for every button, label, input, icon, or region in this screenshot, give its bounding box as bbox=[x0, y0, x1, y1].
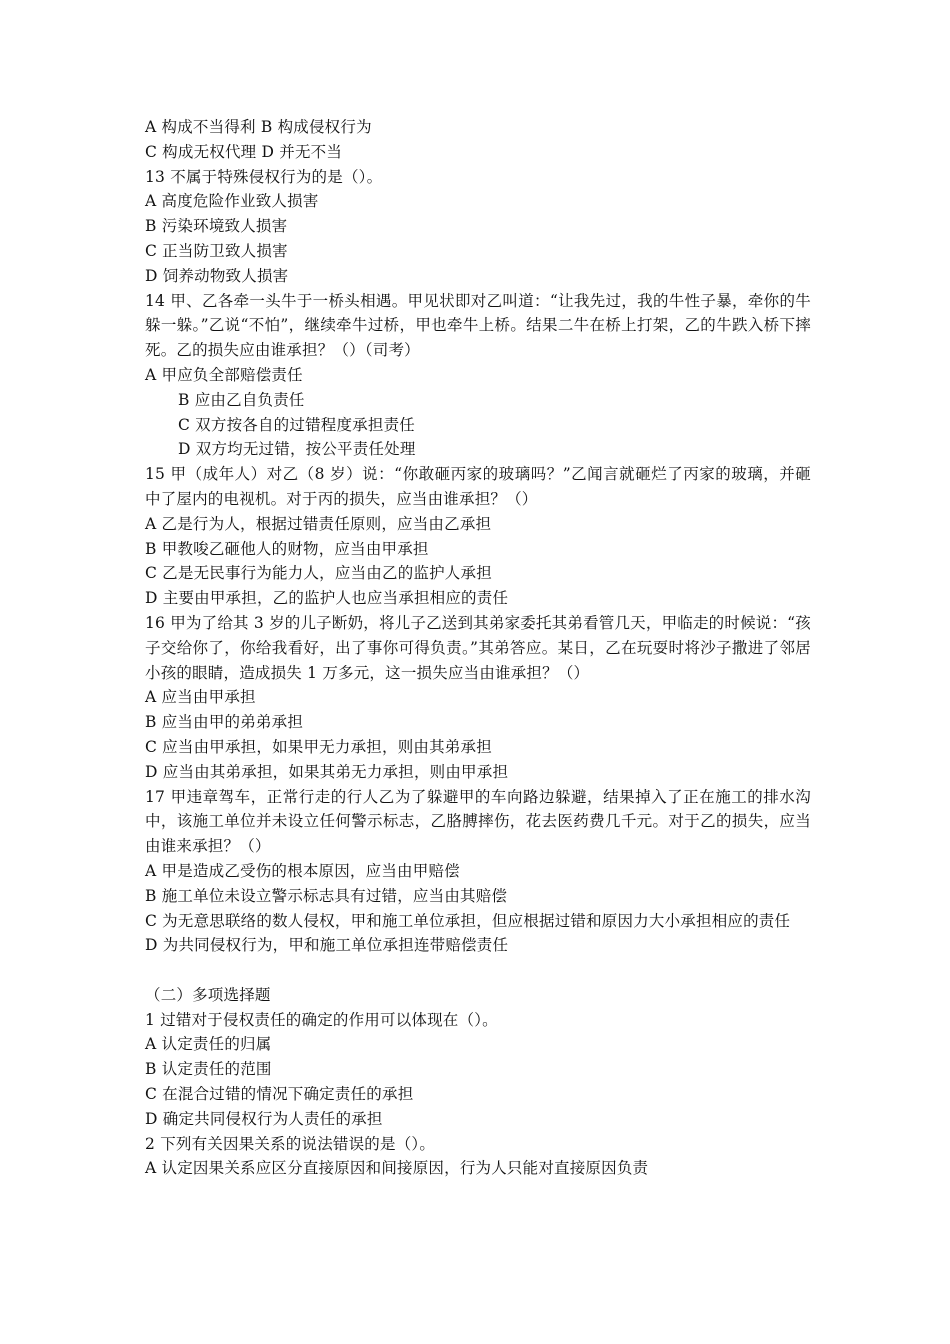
document-body bbox=[145, 115, 811, 1181]
option-line: A 高度危险作业致人损害 bbox=[145, 192, 319, 211]
option-line: C 应当由甲承担，如果甲无力承担，则由其弟承担 bbox=[145, 737, 492, 756]
option-line: D 主要由甲承担，乙的监护人也应当承担相应的责任 bbox=[145, 589, 509, 608]
option-line: C 乙是无民事行为能力人，应当由乙的监护人承担 bbox=[145, 564, 492, 583]
question-15: 15 甲（成年人）对乙（8 岁）说：“你敢砸丙家的玻璃吗？”乙闻言就砸烂了丙家的玻璃，并砸中了屋内的电视机。对于丙的损失，应当由谁承担？（） bbox=[145, 465, 811, 508]
section-gap bbox=[145, 958, 811, 983]
option-line: D 应当由其弟承担，如果其弟无力承担，则由甲承担 bbox=[145, 762, 509, 781]
option-line: D 双方均无过错，按公平责任处理 bbox=[178, 440, 416, 459]
question-14: 14 甲、乙各牵一头牛于一桥头相遇。甲见状即对乙叫道：“让我先过，我的牛性子暴，牵你的牛躲一躲。”乙说“不怕”，继续牵牛过桥，甲也牵牛上桥。结果二牛在桥上打架，乙的牛跌入桥下摔死。乙的损失应由谁承担？（）（司考） bbox=[145, 291, 811, 360]
question-13: 13 不属于特殊侵权行为的是（）。 bbox=[145, 167, 383, 186]
option-line: C 双方按各自的过错程度承担责任 bbox=[178, 415, 415, 434]
question-multi-2: 2 下列有关因果关系的说法错误的是（）。 bbox=[145, 1134, 436, 1153]
option-line: B 应由乙自负责任 bbox=[178, 390, 305, 409]
option-line: A 甲是造成乙受伤的根本原因，应当由甲赔偿 bbox=[145, 861, 460, 880]
option-line: A 构成不当得利 B 构成侵权行为 bbox=[145, 118, 372, 136]
option-line: C 为无意思联络的数人侵权，甲和施工单位承担，但应根据过错和原因力大小承担相应的责任 bbox=[145, 911, 791, 930]
option-line: B 施工单位未设立警示标志具有过错，应当由其赔偿 bbox=[145, 886, 508, 905]
option-line: A 乙是行为人，根据过错责任原则，应当由乙承担 bbox=[145, 514, 492, 533]
option-line: C 在混合过错的情况下确定责任的承担 bbox=[145, 1085, 414, 1104]
option-line: A 认定责任的归属 bbox=[145, 1035, 272, 1054]
question-16: 16 甲为了给其 3 岁的儿子断奶，将儿子乙送到其弟家委托其弟看管几天，甲临走的时候说：“孩子交给你了，你给我看好，出了事你可得负责。”其弟答应。某日，乙在玩耍时将沙子撒进了邻居小孩的眼睛，造成损失 1 万多元，这一损失应当由谁承担？（） bbox=[145, 613, 811, 682]
option-line: C 正当防卫致人损害 bbox=[145, 241, 288, 260]
option-line: C 构成无权代理 D 并无不当 bbox=[145, 142, 343, 161]
option-line: B 应当由甲的弟弟承担 bbox=[145, 713, 304, 732]
option-line: B 污染环境致人损害 bbox=[145, 217, 288, 236]
option-line: D 饲养动物致人损害 bbox=[145, 266, 289, 285]
section-heading: （二）多项选择题 bbox=[145, 985, 271, 1004]
option-line: B 甲教唆乙砸他人的财物，应当由甲承担 bbox=[145, 539, 429, 558]
question-multi-1: 1 过错对于侵权责任的确定的作用可以体现在（）。 bbox=[145, 1010, 498, 1029]
option-line: D 为共同侵权行为，甲和施工单位承担连带赔偿责任 bbox=[145, 936, 509, 955]
option-line: A 甲应负全部赔偿责任 bbox=[145, 365, 303, 384]
question-17: 17 甲违章驾车，正常行走的行人乙为了躲避甲的车向路边躲避，结果掉入了正在施工的排水沟中，该施工单位并未设立任何警示标志，乙胳膊摔伤，花去医药费几千元。对于乙的损失，应当由谁来承担？（） bbox=[145, 787, 811, 856]
option-line: B 认定责任的范围 bbox=[145, 1060, 272, 1079]
option-line: D 确定共同侵权行为人责任的承担 bbox=[145, 1109, 383, 1128]
option-line: A 应当由甲承担 bbox=[145, 688, 256, 707]
option-line: A 认定因果关系应区分直接原因和间接原因，行为人只能对直接原因负责 bbox=[145, 1159, 649, 1178]
